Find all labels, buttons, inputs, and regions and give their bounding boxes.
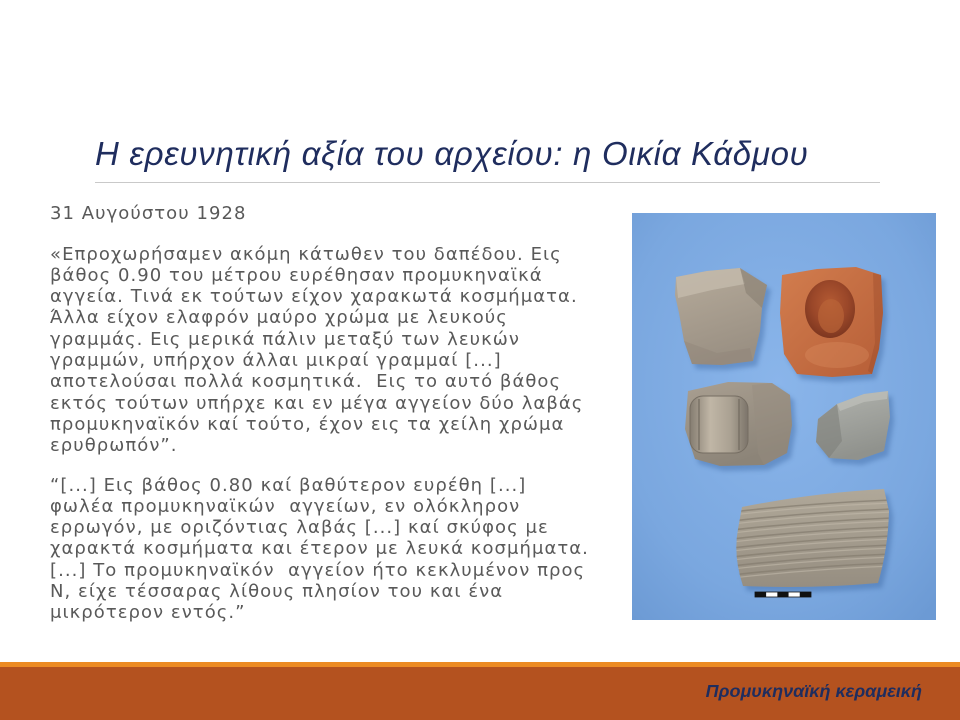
surface-highlight <box>805 342 869 368</box>
text-line: Άλλα είχον ελαφρόν μαύρο χρώμα με λευκούς <box>50 307 508 329</box>
text-line: αποτελούσαι πολλά κοσμητικά. Εις το αυτό βάθος <box>50 371 562 393</box>
slide-title: Η ερευνητική αξία του αρχείου: η Οικία Κάδμου <box>95 135 809 172</box>
sherd-side-shade <box>752 383 792 465</box>
text-line: βάθος 0.90 του μέτρου ευρέθησαν προμυκηναϊκά <box>50 264 543 286</box>
scale-segment <box>777 592 788 597</box>
scale-bar <box>755 592 811 597</box>
footer-label: Προμυκηναϊκή κεραμεική <box>705 681 922 701</box>
pottery-sherd-red <box>780 267 887 382</box>
scale-segment <box>755 592 766 597</box>
text-line: εκτός τούτων υπήρχε και εν μέγα αγγείον δύο λαβάς <box>50 392 584 414</box>
pottery-sherd-ribbed <box>732 489 893 592</box>
pottery-sherd-handle <box>685 382 796 471</box>
text-line: «Επροχωρήσαμεν ακόμη κάτωθεν του δαπέδου. Εις <box>50 243 562 265</box>
pottery-sherd-rim <box>675 268 771 370</box>
text-line: Ν, είχε τέσσαρας λίθους πλησίον του και ένα <box>50 581 504 603</box>
quote-paragraph-1 <box>50 244 620 457</box>
quote-paragraph-2 <box>50 475 620 624</box>
text-line: προμυκηναϊκόν καί τούτο, έχον εις τα χείλη χρώμα <box>50 414 565 436</box>
text-line: ερρωγόν, με οριζόντιας λαβάς [...] καί σκύφος με <box>50 517 549 539</box>
text-line: [...] Το προμυκηναϊκόν αγγείον ήτο κεκλυμένον προς <box>50 559 586 581</box>
entry-date: 31 Αυγούστου 1928 <box>50 203 247 224</box>
scale-segment <box>789 592 800 597</box>
text-line: γραμμάς. Εις μερικά πάλιν μεταξύ των λευκών <box>50 328 521 350</box>
excavation-photo <box>632 213 936 620</box>
handle-scar-center <box>818 299 844 333</box>
text-line: ερυθρωπόν”. <box>50 435 178 457</box>
text-line: “[...] Εις βάθος 0.80 καί βαθύτερον ευρέθη [...] <box>50 474 527 496</box>
text-line: γραμμών, υπήρχον άλλαι μικραί γραμμαί [...] <box>50 350 502 372</box>
scale-segment <box>766 592 777 597</box>
text-line: αγγεία. Τινά εκ τούτων είχον χαρακωτά κοσμήματα. <box>50 286 578 308</box>
title-divider <box>95 182 880 183</box>
text-line: μικρότερον εντός.” <box>50 602 246 624</box>
text-line: χαρακτά κοσμήματα και έτερον με λευκά κοσμήματα. <box>50 538 589 560</box>
text-line: φωλέα προμυκηναϊκών αγγείων, εν ολόκληρον <box>50 495 521 517</box>
scale-segment <box>800 592 811 597</box>
